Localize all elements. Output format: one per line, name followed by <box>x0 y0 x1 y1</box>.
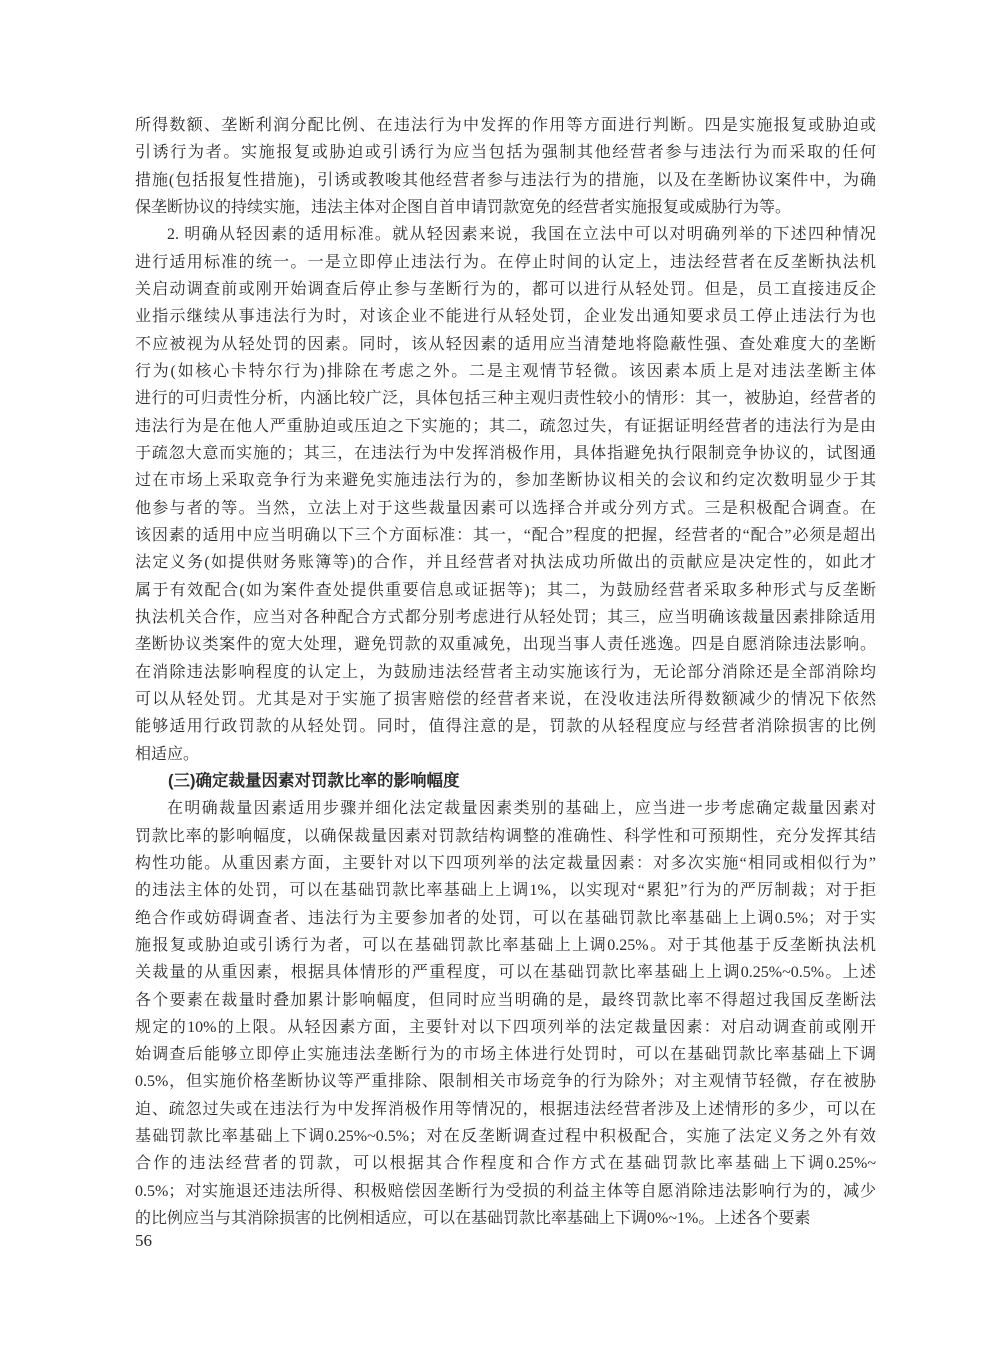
body-text-line: 他参与者的等。当然，立法上对于这些裁量因素可以选择合并或分列方式。三是积极配合调查。在 <box>135 499 876 517</box>
body-text-line: 措施(包括报复性措施)，引诱或教唆其他经营者参与违法行为的措施，以及在垄断协议案件中，为确 <box>135 171 876 189</box>
body-text-line: 构性功能。从重因素方面，主要针对以下四项列举的法定裁量因素：对多次实施“相同或相似行为” <box>135 854 876 872</box>
body-text-line: 业指示继续从事违法行为时，对该企业不能进行从轻处罚，企业发出通知要求员工停止违法行为也 <box>135 308 876 326</box>
body-text-line: 不应被视为从轻处罚的因素。同时，该从轻因素的适用应当清楚地将隐蔽性强、查处难度大的垄断 <box>135 335 876 353</box>
body-text-line: 该因素的适用中应当明确以下三个方面标准：其一，“配合”程度的把握，经营者的“配合”必须是超出 <box>135 526 876 544</box>
body-text-line: 过在市场上采取竞争行为来避免实施违法行为的，参加垄断协议相关的会议和约定次数明显少于其 <box>135 472 876 490</box>
body-text-line: 保垄断协议的持续实施，违法主体对企图自首申请罚款宽免的经营者实施报复或威胁行为等。 <box>135 198 792 216</box>
body-text-line: 规定的10%的上限。从轻因素方面，主要针对以下四项列举的法定裁量因素：对启动调查前或刚开 <box>135 1018 876 1036</box>
body-text-line: 关启动调查前或刚开始调查后停止参与垄断行为的，都可以进行从轻处罚。但是，员工直接违反企 <box>135 280 876 298</box>
body-text-line: 2. 明确从轻因素的适用标准。就从轻因素来说，我国在立法中可以对明确列举的下述四种情况 <box>167 226 876 244</box>
body-text-line: 绝合作或妨碍调查者、违法行为主要参加者的处罚，可以在基础罚款比率基础上上调0.5%；对于实 <box>135 909 876 927</box>
body-text-line: 关裁量的从重因素，根据具体情形的严重程度，可以在基础罚款比率基础上上调0.25%~0.5%。上述 <box>135 964 876 982</box>
body-text-line: 迫、疏忽过失或在违法行为中发挥消极作用等情况的，根据违法经营者涉及上述情形的多少，可以在 <box>135 1100 876 1118</box>
body-text-line: 始调查后能够立即停止实施违法垄断行为的市场主体进行处罚时，可以在基础罚款比率基础上下调 <box>135 1046 876 1064</box>
body-text-line: 属于有效配合(如为案件查处提供重要信息或证据等)；其二，为鼓励经营者采取多种形式与反垄断 <box>135 581 876 599</box>
body-text-line: 于疏忽大意而实施的；其三，在违法行为中发挥消极作用，具体指避免执行限制竞争协议的，试图通 <box>135 444 876 462</box>
body-text-line: 0.5%，但实施价格垄断协议等严重排除、限制相关市场竞争的行为除外；对主观情节轻微，存在被胁 <box>135 1073 876 1091</box>
body-text-line: 基础罚款比率基础上下调0.25%~0.5%；对在反垄断调查过程中积极配合，实施了法定义务之外有效 <box>135 1128 876 1146</box>
body-text-line: 各个要素在裁量时叠加累计影响幅度，但同时应当明确的是，最终罚款比率不得超过我国反垄断法 <box>135 991 876 1009</box>
body-text-line: 相适应。 <box>135 745 200 763</box>
body-text-line: 在明确裁量因素适用步骤并细化法定裁量因素类别的基础上，应当进一步考虑确定裁量因素对 <box>167 800 876 818</box>
body-text-line: 执法机关合作，应当对各种配合方式都分别考虑进行从轻处罚；其三，应当明确该裁量因素排除适用 <box>135 608 876 626</box>
body-text-line: 能够适用行政罚款的从轻处罚。同时，值得注意的是，罚款的从轻程度应与经营者消除损害的比例 <box>135 718 876 736</box>
section-heading: (三)确定裁量因素对罚款比率的影响幅度 <box>168 771 460 790</box>
body-text-line: 所得数额、垄断利润分配比例、在违法行为中发挥的作用等方面进行判断。四是实施报复或胁迫或 <box>135 117 876 134</box>
body-text-line: 行为(如核心卡特尔行为)排除在考虑之外。二是主观情节轻微。该因素本质上是对违法垄断主体 <box>135 362 876 380</box>
body-text-line: 可以从轻处罚。尤其是对于实施了损害赔偿的经营者来说，在没收违法所得数额减少的情况下依然 <box>135 690 876 708</box>
body-text-line: 引诱行为者。实施报复或胁迫或引诱行为应当包括为强制其他经营者参与违法行为而采取的任何 <box>135 144 876 162</box>
page-number: 56 <box>135 1231 152 1250</box>
body-text-line: 垄断协议类案件的宽大处理，避免罚款的双重减免，出现当事人责任逃逸。四是自愿消除违法影响。 <box>135 636 876 654</box>
body-text-line: 法定义务(如提供财务账簿等)的合作，并且经营者对执法成功所做出的贡献应是决定性的，如此才 <box>135 554 876 572</box>
body-text-line: 的违法主体的处罚，可以在基础罚款比率基础上上调1%，以实现对“累犯”行为的严厉制裁；对于拒 <box>135 882 876 900</box>
page-body <box>135 112 876 1232</box>
body-text-line: 的比例应当与其消除损害的比例相适应，可以在基础罚款比率基础上下调0%~1%。上述各个要素 <box>135 1210 811 1228</box>
body-text-line: 施报复或胁迫或引诱行为者，可以在基础罚款比率基础上上调0.25%。对于其他基于反垄断执法机 <box>135 936 876 954</box>
body-text-line: 0.5%；对实施退还违法所得、积极赔偿因垄断行为受损的利益主体等自愿消除违法影响行为的，减少 <box>135 1182 876 1200</box>
body-text-line: 进行的可归责性分析，内涵比较广泛，具体包括三种主观归责性较小的情形：其一，被胁迫，经营者的 <box>135 390 876 408</box>
body-text-line: 合作的违法经营者的罚款，可以根据其合作程度和合作方式在基础罚款比率基础上下调0.25%~ <box>135 1155 876 1173</box>
body-text-line: 在消除违法影响程度的认定上，为鼓励违法经营者主动实施该行为，无论部分消除还是全部消除均 <box>135 663 876 681</box>
body-text-line: 违法行为是在他人严重胁迫或压迫之下实施的；其二，疏忽过失，有证据证明经营者的违法行为是由 <box>135 417 876 435</box>
body-text-line: 进行适用标准的统一。一是立即停止违法行为。在停止时间的认定上，违法经营者在反垄断执法机 <box>135 253 876 271</box>
body-text-line: 罚款比率的影响幅度，以确保裁量因素对罚款结构调整的准确性、科学性和可预期性，充分发挥其结 <box>135 827 876 845</box>
